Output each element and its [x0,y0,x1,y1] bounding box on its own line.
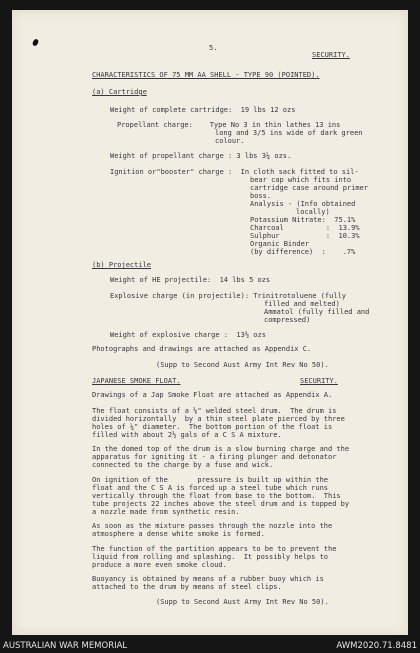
paragraph-line: float and the C S A is forced up a steel tube which runs [92,484,329,492]
propellant-line-1: Propellant charge: Type No 3 in thin lathes 13 ins [117,121,341,129]
paragraph-line: atmosphere a dense white smoke is formed. [92,530,265,538]
drawings-note: Drawings of a Jap Smoke Float are attached as Appendix A. [92,391,333,399]
document-page [12,10,408,635]
archive-name: AUSTRALIAN WAR MEMORIAL [3,641,128,651]
cartridge-weight: Weight of complete cartridge: 19 lbs 12 ozs [110,106,296,114]
item-id: AWM2020.71.8481 [336,641,417,651]
paragraph-line: vertically through the float from base to the bottom. This [92,492,341,500]
explosive-line-1: Explosive charge (in projectile): Trinitrotoluene (fully [110,292,347,300]
paragraph-line: tube projects 22 inches above the steel drum and is topped by [92,500,350,508]
paragraph-line: filled with about 2½ gals of a C S A mixture. [92,431,282,439]
section-heading-cartridge: (a) Cartridge [92,88,147,96]
paragraph-line: liquid from rolling and splashing. It possibly helps to [92,553,329,561]
sulphur: Sulphur : 10.3% [250,232,360,240]
paragraph-line: holes of ¼" diameter. The bottom portion of the float is [92,423,333,431]
analysis-line-2: locally) [296,208,330,216]
explosive-line-2: filled and melted) [264,300,340,308]
paragraph-line: The function of the partition appears to be to prevent the [92,545,337,553]
paragraph-line: a nozzle made from synthetic resin. [92,508,240,516]
smoke-float-heading: JAPANESE SMOKE FLOAT. [92,377,181,385]
document-title: CHARACTERISTICS OF 75 MM AA SHELL - TYPE 90 (POINTED). [92,71,320,79]
ignition-line-3: cartridge case around primer [250,184,369,192]
potassium-nitrate: Potassium Nitrate: 75.1% [250,216,356,224]
organic-binder-2: (by difference) : .7% [250,248,356,256]
paragraph-line: On ignition of the pressure is built up within the [92,476,329,484]
charcoal: Charcoal : 13.9% [250,224,360,232]
explosive-weight: Weight of explosive charge : 13½ ozs [110,331,266,339]
propellant-line-2: long and 3/5 ins wide of dark green [215,129,363,137]
section-heading-projectile: (b) Projectile [92,261,152,269]
ignition-line-1: Ignition or"booster" charge : In cloth sack fitted to sil- [110,168,359,176]
ignition-line-4: boss. [250,192,272,200]
paragraph-line: attached to the drum by means of steel clips. [92,583,282,591]
explosive-line-4: compressed) [264,316,311,324]
projectile-weight: Weight of HE projectile: 14 lbs 5 ozs [110,276,271,284]
security-marking: SECURITY. [312,51,350,59]
analysis-line-1: Analysis - (Info obtained [250,200,356,208]
organic-binder-1: Organic Binder [250,240,310,248]
paragraph-line: apparatus for igniting it - a firing plunger and detonator [92,453,337,461]
page-number: 5. [209,44,218,52]
supplement-reference: (Supp to Second Aust Army Int Rev No 50). [156,598,329,606]
archive-footer [0,639,420,653]
photographs-note: Photographs and drawings are attached as Appendix C. [92,345,312,353]
paragraph-line: As soon as the mixture passes through the nozzle into the [92,522,333,530]
ignition-line-2: bear cap which fits into [250,176,352,184]
supplement-reference: (Supp to Second Aust Army Int Rev No 50). [156,361,329,369]
explosive-line-3: Ammatol (fully filled and [264,308,370,316]
paragraph-line: The float consists of a ⅛" welded steel drum. The drum is [92,407,337,415]
paragraph-line: divided horizontally by a thin steel plate pierced by three [92,415,345,423]
paragraph-line: In the domed top of the drum is a slow burning charge and the [92,445,350,453]
propellant-line-3: colour. [215,137,245,145]
paragraph-line: connected to the charge by a fuse and wick. [92,461,274,469]
security-marking: SECURITY. [300,377,338,385]
paragraph-line: Buoyancy is obtained by means of a rubber buoy which is [92,575,324,583]
paragraph-line: produce a more even smoke cloud. [92,561,227,569]
propellant-weight: Weight of propellant charge : 3 lbs 3¼ ozs. [110,152,292,160]
